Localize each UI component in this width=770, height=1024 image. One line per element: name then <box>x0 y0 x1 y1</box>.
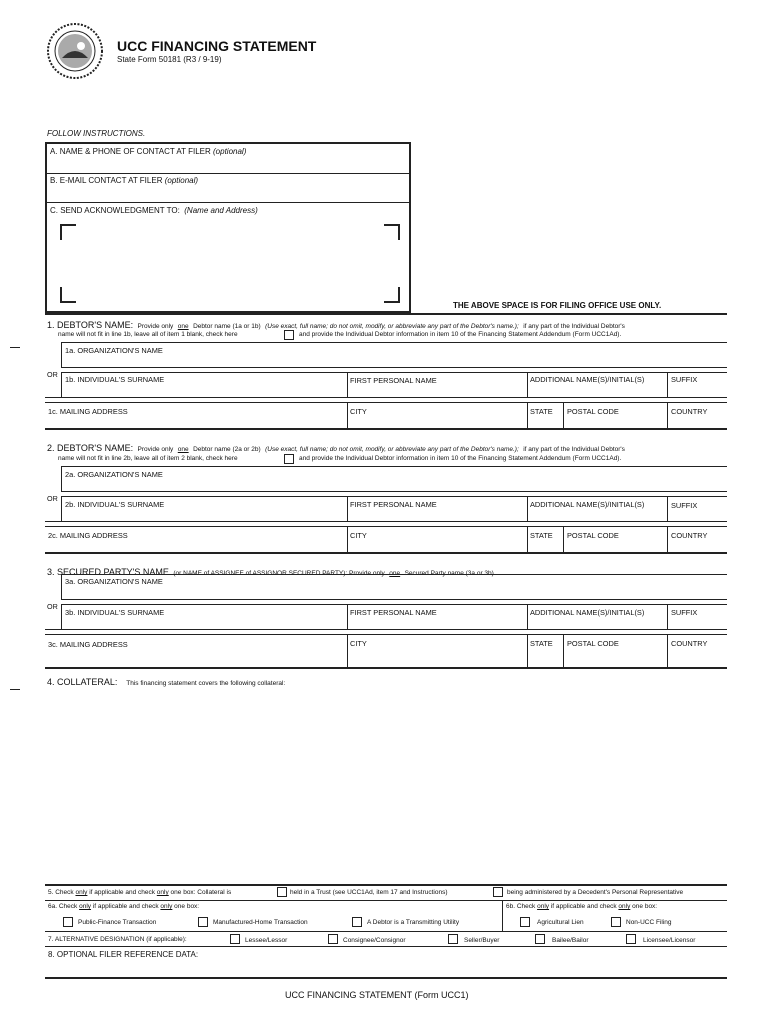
footer-form-name: UCC FINANCING STATEMENT (Form UCC1) <box>285 990 469 1000</box>
collateral-heading: 4. COLLATERAL: This financing statement covers the following collateral: <box>47 677 286 687</box>
secured-surname-label: 3b. INDIVIDUAL'S SURNAME <box>65 608 165 617</box>
address-corner-tl <box>60 224 76 240</box>
bailee-bailor-label: Bailee/Bailor <box>552 937 589 944</box>
trust-checkbox[interactable] <box>277 887 287 897</box>
secured-suffix-label: SUFFIX <box>671 608 698 617</box>
manufactured-home-label: Manufactured-Home Transaction <box>213 919 308 926</box>
seller-buyer-checkbox[interactable] <box>448 934 458 944</box>
debtor1-first-label: FIRST PERSONAL NAME <box>350 376 437 385</box>
field-b-input[interactable] <box>48 187 406 201</box>
item6a-label: 6a. Check only if applicable and check only one box: <box>48 903 200 910</box>
secured-instructions: 3. SECURED PARTY'S NAME (or NAME of ASSIGNEE of ASSIGNOR SECURED PARTY): Provide only one Secured Party name (3a or 3b) <box>47 567 494 577</box>
debtor1-surname-label: 1b. INDIVIDUAL'S SURNAME <box>65 375 165 384</box>
debtor2-city-label: CITY <box>350 531 367 540</box>
secured-mailing-label: 3c. MAILING ADDRESS <box>48 640 128 649</box>
address-corner-br <box>384 287 400 303</box>
agricultural-lien-label: Agricultural Lien <box>537 919 584 926</box>
public-finance-checkbox[interactable] <box>63 917 73 927</box>
secured-first-label: FIRST PERSONAL NAME <box>350 608 437 617</box>
consignee-consignor-label: Consignee/Consignor <box>343 937 406 944</box>
address-corner-bl <box>60 287 76 303</box>
debtor1-org-label: 1a. ORGANIZATION'S NAME <box>65 346 163 355</box>
debtor1-country-label: COUNTRY <box>671 407 708 416</box>
debtor2-addendum-checkbox[interactable] <box>284 454 294 464</box>
transmitting-utility-checkbox[interactable] <box>352 917 362 927</box>
secured-city-label: CITY <box>350 639 367 648</box>
form-title: UCC FINANCING STATEMENT <box>117 38 317 54</box>
debtor1-state-label: STATE <box>530 407 553 416</box>
field-c-input[interactable] <box>60 222 400 302</box>
follow-instructions: FOLLOW INSTRUCTIONS. <box>47 129 146 138</box>
debtor1-instructions: 1. DEBTOR'S NAME: Provide only one Debtor name (1a or 1b) (Use exact, full name; do not omit, modify, or abbreviate any part of the Debtor's name.); if any part of the Individual Debtor's <box>47 320 625 330</box>
office-use-label: THE ABOVE SPACE IS FOR FILING OFFICE USE ONLY. <box>453 301 662 310</box>
licensee-licensor-checkbox[interactable] <box>626 934 636 944</box>
field-a-input[interactable] <box>48 158 406 172</box>
lessee-lessor-label: Lessee/Lessor <box>245 937 288 944</box>
lessee-lessor-checkbox[interactable] <box>230 934 240 944</box>
agricultural-lien-checkbox[interactable] <box>520 917 530 927</box>
debtor1-additional-label: ADDITIONAL NAME(S)/INITIAL(S) <box>530 375 645 384</box>
secured-or: OR <box>47 602 58 611</box>
debtor2-state-label: STATE <box>530 531 553 540</box>
debtor1-city-label: CITY <box>350 407 367 416</box>
transmitting-utility-label: A Debtor is a Transmitting Utility <box>367 919 460 926</box>
debtor1-instructions-2b: and provide the Individual Debtor information in item 10 of the Financing Statement Addendum (Form UCC1Ad). <box>299 331 622 338</box>
debtor2-postal-label: POSTAL CODE <box>567 531 619 540</box>
debtor2-instructions-2a: name will not fit in line 2b, leave all of item 2 blank, check here <box>58 455 238 462</box>
decedent-checkbox[interactable] <box>493 887 503 897</box>
secured-country-label: COUNTRY <box>671 639 708 648</box>
filer-reference-input[interactable] <box>47 962 725 976</box>
non-ucc-filing-checkbox[interactable] <box>611 917 621 927</box>
manufactured-home-checkbox[interactable] <box>198 917 208 927</box>
debtor1-mailing-label: 1c. MAILING ADDRESS <box>48 407 128 416</box>
debtor2-org-label: 2a. ORGANIZATION'S NAME <box>65 470 163 479</box>
debtor1-or: OR <box>47 370 58 379</box>
secured-org-label: 3a. ORGANIZATION'S NAME <box>65 577 163 586</box>
field-b-label: B. E-MAIL CONTACT AT FILER (optional) <box>50 176 199 185</box>
address-corner-tr <box>384 224 400 240</box>
item8-label: 8. OPTIONAL FILER REFERENCE DATA: <box>48 950 199 959</box>
item5-label: 5. Check only if applicable and check only one box: Collateral is <box>48 889 232 896</box>
decedent-label: being administered by a Decedent's Personal Representative <box>507 889 684 896</box>
seller-buyer-label: Seller/Buyer <box>464 937 500 944</box>
debtor2-instructions: 2. DEBTOR'S NAME: Provide only one Debtor name (2a or 2b) (Use exact, full name; do not omit, modify, or abbreviate any part of the Debtor's name.); if any part of the Individual Debtor's <box>47 443 625 453</box>
debtor2-mailing-label: 2c. MAILING ADDRESS <box>48 531 128 540</box>
debtor1-instructions-2a: name will not fit in line 1b, leave all of item 1 blank, check here <box>58 331 238 338</box>
secured-additional-label: ADDITIONAL NAME(S)/INITIAL(S) <box>530 608 645 617</box>
item7-label: 7. ALTERNATIVE DESIGNATION (if applicable): <box>48 936 187 943</box>
debtor1-postal-label: POSTAL CODE <box>567 407 619 416</box>
secured-postal-label: POSTAL CODE <box>567 639 619 648</box>
secured-state-label: STATE <box>530 639 553 648</box>
trust-label: held in a Trust (see UCC1Ad, item 17 and Instructions) <box>290 889 448 896</box>
debtor1-addendum-checkbox[interactable] <box>284 330 294 340</box>
debtor2-suffix-label: SUFFIX <box>671 501 698 510</box>
form-number: State Form 50181 (R3 / 9-19) <box>117 55 222 64</box>
debtor2-or: OR <box>47 494 58 503</box>
collateral-text-area[interactable] <box>47 688 725 880</box>
bailee-bailor-checkbox[interactable] <box>535 934 545 944</box>
licensee-licensor-label: Licensee/Licensor <box>643 937 696 944</box>
item6b-label: 6b. Check only if applicable and check only one box: <box>506 903 658 910</box>
debtor2-country-label: COUNTRY <box>671 531 708 540</box>
field-c-label: C. SEND ACKNOWLEDGMENT TO: (Name and Address) <box>50 206 258 215</box>
field-a-label: A. NAME & PHONE OF CONTACT AT FILER (optional) <box>50 147 247 156</box>
public-finance-label: Public-Finance Transaction <box>78 919 157 926</box>
debtor2-additional-label: ADDITIONAL NAME(S)/INITIAL(S) <box>530 500 645 509</box>
state-seal-icon <box>46 22 104 80</box>
debtor2-first-label: FIRST PERSONAL NAME <box>350 500 437 509</box>
debtor2-instructions-2b: and provide the Individual Debtor information in item 10 of the Financing Statement Addendum (Form UCC1Ad). <box>299 455 622 462</box>
consignee-consignor-checkbox[interactable] <box>328 934 338 944</box>
debtor1-suffix-label: SUFFIX <box>671 375 698 384</box>
debtor2-surname-label: 2b. INDIVIDUAL'S SURNAME <box>65 500 165 509</box>
non-ucc-filing-label: Non-UCC Filing <box>626 919 672 926</box>
